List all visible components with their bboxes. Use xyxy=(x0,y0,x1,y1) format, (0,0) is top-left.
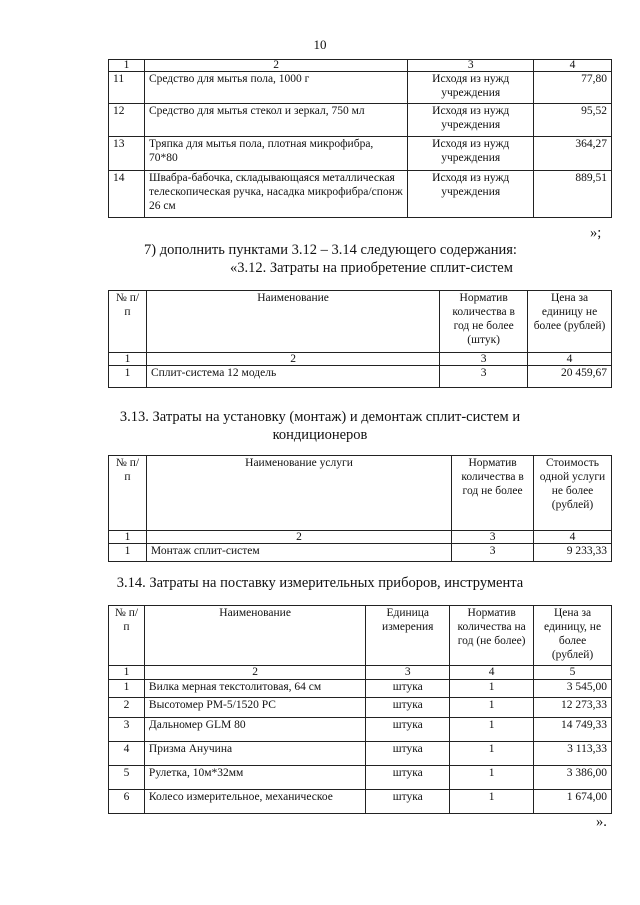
header-cell: Цена за единицу не более (рублей) xyxy=(528,291,612,353)
table-3-14 xyxy=(108,605,612,814)
table-header-row xyxy=(109,606,612,666)
row-number: 5 xyxy=(109,766,145,790)
item-price: 20 459,67 xyxy=(528,366,612,388)
section-312-title: «3.12. Затраты на приобретение сплит-систем xyxy=(230,260,513,276)
cell: 1 xyxy=(109,60,145,72)
page-number: 10 xyxy=(313,37,327,52)
item-price: 12 273,33 xyxy=(534,698,612,718)
table-row xyxy=(109,742,612,766)
item-unit: штука xyxy=(366,790,450,814)
table-header-row xyxy=(109,456,612,531)
header-cell: Наименование xyxy=(144,606,365,666)
table-row xyxy=(109,366,612,388)
item-unit: штука xyxy=(366,766,450,790)
table-3-12 xyxy=(108,290,612,388)
row-number: 3 xyxy=(109,718,145,742)
item-name: Дальномер GLM 80 xyxy=(144,718,365,742)
item-qty: 1 xyxy=(450,790,534,814)
cell: 3 xyxy=(452,531,534,544)
item-qty: 3 xyxy=(440,366,528,388)
cell: 1 xyxy=(109,353,147,366)
item-price: 14 749,33 xyxy=(534,718,612,742)
cell: 2 xyxy=(146,353,439,366)
item-name: Тряпка для мытья пола, плотная микрофибра, 70*80 xyxy=(144,137,407,171)
cell: 2 xyxy=(144,60,407,72)
cell: 3 xyxy=(366,666,450,680)
item-price: 364,27 xyxy=(534,137,612,171)
table-row xyxy=(109,680,612,698)
item-name: Высотомер РМ-5/1520 РС xyxy=(144,698,365,718)
item-name: Средство для мытья пола, 1000 г xyxy=(144,72,407,104)
item-name: Рулетка, 10м*32мм xyxy=(144,766,365,790)
table-row xyxy=(109,544,612,562)
table-3-13 xyxy=(108,455,612,562)
cell: 4 xyxy=(534,60,612,72)
header-cell: Норматив количества на год (не более) xyxy=(450,606,534,666)
item-price: 3 386,00 xyxy=(534,766,612,790)
header-cell: Норматив количества в год не более (штук) xyxy=(440,291,528,353)
closing-quote: »; xyxy=(590,225,602,241)
item-price: 77,80 xyxy=(534,72,612,104)
item-norm: Исходя из нужд учреждения xyxy=(408,137,534,171)
cell: 1 xyxy=(109,531,147,544)
table-top xyxy=(108,59,612,218)
cell: 4 xyxy=(534,531,612,544)
item-qty: 1 xyxy=(450,718,534,742)
cell: 3 xyxy=(440,353,528,366)
table-header-row xyxy=(109,291,612,353)
table-row xyxy=(109,718,612,742)
row-number: 12 xyxy=(109,104,145,137)
header-cell: Наименование услуги xyxy=(146,456,451,531)
cell: 3 xyxy=(408,60,534,72)
item-unit: штука xyxy=(366,698,450,718)
row-number: 2 xyxy=(109,698,145,718)
table-number-row xyxy=(109,531,612,544)
item-name: Швабра-бабочка, складывающаяся металлическая телескопическая ручка, насадка микрофибра/спонж 26 см xyxy=(144,171,407,218)
item-norm: Исходя из нужд учреждения xyxy=(408,72,534,104)
row-number: 1 xyxy=(109,366,147,388)
cell: 1 xyxy=(109,666,145,680)
amendment-text: 7) дополнить пунктами 3.12 – 3.14 следующего содержания: xyxy=(144,242,517,258)
section-313-title-line1: 3.13. Затраты на установку (монтаж) и демонтаж сплит-систем и xyxy=(119,409,521,425)
item-qty: 1 xyxy=(450,742,534,766)
item-qty: 1 xyxy=(450,698,534,718)
table-number-row xyxy=(109,666,612,680)
item-name: Колесо измерительное, механическое xyxy=(144,790,365,814)
item-qty: 1 xyxy=(450,766,534,790)
item-name: Монтаж сплит-систем xyxy=(146,544,451,562)
item-name: Вилка мерная текстолитовая, 64 см xyxy=(144,680,365,698)
table-row xyxy=(109,171,612,218)
table-number-row xyxy=(109,353,612,366)
row-number: 14 xyxy=(109,171,145,218)
header-cell: Наименование xyxy=(146,291,439,353)
item-norm: Исходя из нужд учреждения xyxy=(408,171,534,218)
item-unit: штука xyxy=(366,680,450,698)
header-cell: № п/п xyxy=(109,456,147,531)
table-row xyxy=(109,104,612,137)
item-name: Сплит-система 12 модель xyxy=(146,366,439,388)
row-number: 1 xyxy=(109,544,147,562)
cell: 5 xyxy=(534,666,612,680)
section-313-title-line2: кондиционеров xyxy=(272,427,368,443)
row-number: 4 xyxy=(109,742,145,766)
row-number: 11 xyxy=(109,72,145,104)
item-price: 95,52 xyxy=(534,104,612,137)
item-price: 9 233,33 xyxy=(534,544,612,562)
closing-quote-final: ». xyxy=(596,814,607,830)
cell: 4 xyxy=(450,666,534,680)
header-cell: № п/п xyxy=(109,291,147,353)
header-cell: Цена за единицу, не более (рублей) xyxy=(534,606,612,666)
header-cell: Норматив количества в год не более xyxy=(452,456,534,531)
item-name: Призма Анучина xyxy=(144,742,365,766)
table-row xyxy=(109,790,612,814)
table-row xyxy=(109,766,612,790)
table-row xyxy=(109,72,612,104)
row-number: 1 xyxy=(109,680,145,698)
section-314-title: 3.14. Затраты на поставку измерительных приборов, инструмента xyxy=(116,575,524,591)
item-price: 889,51 xyxy=(534,171,612,218)
row-number: 13 xyxy=(109,137,145,171)
header-cell: № п/п xyxy=(109,606,145,666)
item-name: Средство для мытья стекол и зеркал, 750 мл xyxy=(144,104,407,137)
cell: 2 xyxy=(144,666,365,680)
item-price: 1 674,00 xyxy=(534,790,612,814)
table-row xyxy=(109,698,612,718)
table-row xyxy=(109,137,612,171)
item-price: 3 113,33 xyxy=(534,742,612,766)
item-price: 3 545,00 xyxy=(534,680,612,698)
row-number: 6 xyxy=(109,790,145,814)
header-cell: Единица измерения xyxy=(366,606,450,666)
item-unit: штука xyxy=(366,718,450,742)
item-qty: 1 xyxy=(450,680,534,698)
cell: 2 xyxy=(146,531,451,544)
cell: 4 xyxy=(528,353,612,366)
item-norm: Исходя из нужд учреждения xyxy=(408,104,534,137)
table-top-number-row xyxy=(109,60,612,72)
item-qty: 3 xyxy=(452,544,534,562)
header-cell: Стоимость одной услуги не более (рублей) xyxy=(534,456,612,531)
item-unit: штука xyxy=(366,742,450,766)
